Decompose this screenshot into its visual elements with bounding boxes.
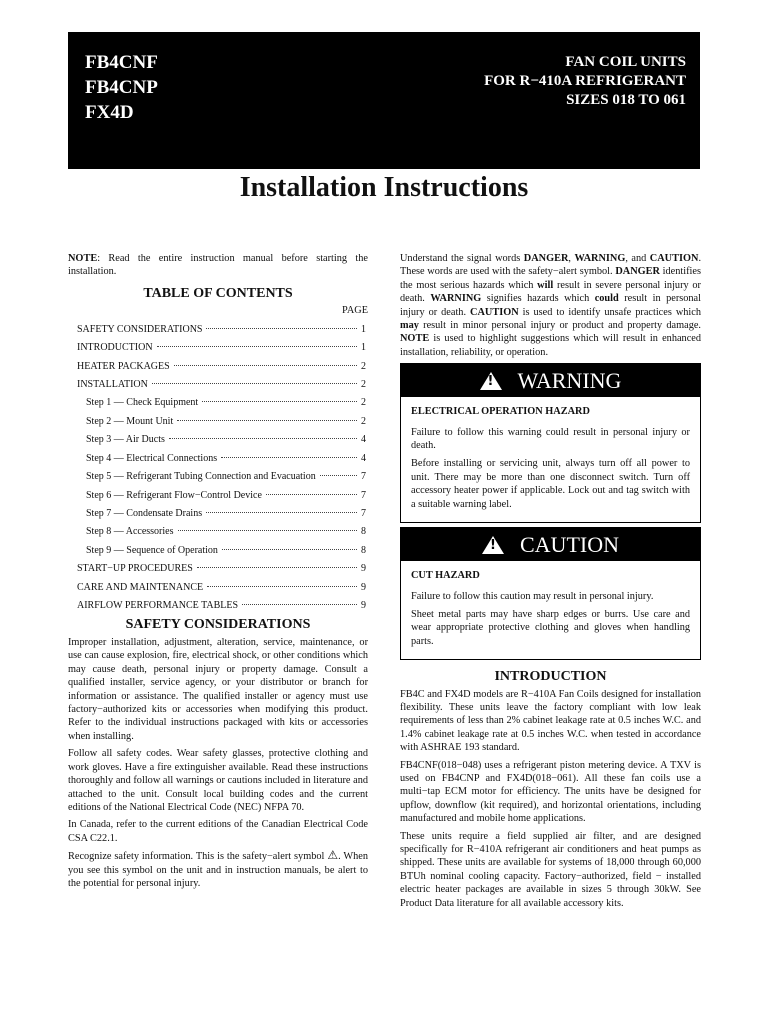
signal-words-paragraph: Understand the signal words DANGER, WARNING, and CAUTION. These words are used with the safety−alert symbol. DANGER identifies the most serious hazards which will result in severe personal injury or death. WARNING signifies hazards which could result in personal injury or death. CAUTION is used to identify unsafe practices which may result in minor personal injury or product and property damage. NOTE is used to highlight suggestions which will result in enhanced installation, reliability, or operation. (400, 253, 702, 358)
warning-text: Before installing or servicing unit, always turn off all power to unit. There may be more than one disconnect switch. Turn off accessory heater power if applicable. Lock out and tag switch with a suitable warning label. (411, 458, 690, 510)
warning-banner (401, 364, 700, 397)
safety-alert-symbol-icon: ⚠ (327, 848, 339, 863)
caution-banner (401, 528, 700, 561)
document-title: Installation Instructions (239, 172, 529, 203)
toc-heading: TABLE OF CONTENTS (143, 285, 293, 301)
product-line: FOR R−410A REFRIGERANT (484, 73, 686, 89)
toc-entry[interactable]: Step 9 — Sequence of Operation 8 (86, 544, 366, 556)
safety-paragraph: In Canada, refer to the current editions of the Canadian Electrical Code CSA C22.1. (68, 819, 368, 844)
warning-text: Failure to follow this warning could result in personal injury or death. (411, 426, 690, 452)
caution-triangle-icon: ! (482, 536, 504, 554)
note-text: : Read the entire instruction manual before starting the installation. (68, 253, 368, 278)
warning-banner-label: WARNING (517, 368, 622, 394)
safety-alert-paragraph: Recognize safety information. This is the safety−alert symbol ⚠. When you see this symbol on the unit and in instruction manuals, be alert to the potential for personal injury. (68, 848, 368, 889)
introduction-paragraph: These units require a field supplied air filter, and are designed specifically for R−410A refrigerant air conditioners and heat pumps as shipped. These units are available for systems of 18,000 through 60,000 BTUh nominal cooling capacity. Factory−authorized, field − installed electric heater packages are available in sizes 5 through 30kW. See Product Data literature for all available accessory kits. (400, 830, 701, 909)
left-column (68, 252, 368, 894)
toc-entry[interactable]: START−UP PROCEDURES 9 (77, 563, 366, 575)
right-column (400, 252, 701, 914)
caution-text: Failure to follow this caution may result in personal injury. (411, 590, 654, 602)
product-description (484, 53, 686, 110)
introduction-paragraph: FB4C and FX4D models are R−410A Fan Coils designed for installation flexibility. These units leave the factory compliant with low leak requirements of less than 2% cabinet leakage rate at 0.5 inches W.C. and 1.4% cabinet leakage rate at 0.5 inches W.C. when tested in accordance with ASHRAE 193 standard. (400, 688, 701, 754)
warning-triangle-icon: ! (480, 372, 502, 390)
model-list (85, 50, 158, 125)
toc-entry[interactable]: Step 4 — Electrical Connections 4 (86, 452, 366, 464)
warning-hazard-title: ELECTRICAL OPERATION HAZARD (411, 406, 590, 418)
toc-entry[interactable]: HEATER PACKAGES 2 (77, 360, 366, 372)
toc-entry[interactable]: Step 6 — Refrigerant Flow−Control Device 7 (86, 489, 366, 501)
product-line: FAN COIL UNITS (565, 54, 686, 70)
toc-entry[interactable]: INTRODUCTION 1 (77, 342, 366, 354)
model-name: FX4D (85, 102, 134, 123)
table-of-contents (68, 323, 368, 618)
safety-paragraph: Improper installation, adjustment, alteration, service, maintenance, or use can cause explosion, fire, electrical shock, or other conditions which may cause death, personal injury or property damage. Consult a qualified installer, service agency, or your distributor or branch for information or assistance. The qualified installer or agency must use factory−authorized kits or accessories when modifying this product. Refer to the individual instructions packaged with kits or accessories when installing. (68, 637, 368, 742)
caution-banner-label: CAUTION (520, 531, 619, 557)
product-line: SIZES 018 TO 061 (566, 92, 686, 108)
toc-entry[interactable]: SAFETY CONSIDERATIONS 1 (77, 323, 366, 335)
toc-entry[interactable]: Step 3 — Air Ducts 4 (86, 434, 366, 446)
toc-entry[interactable]: CARE AND MAINTENANCE 9 (77, 581, 366, 593)
toc-entry[interactable]: Step 8 — Accessories 8 (86, 526, 366, 538)
toc-entry[interactable]: Step 5 — Refrigerant Tubing Connection and Evacuation 7 (86, 471, 366, 483)
introduction-heading: INTRODUCTION (494, 669, 607, 685)
toc-entry[interactable]: Step 2 — Mount Unit 2 (86, 415, 366, 427)
note-label: NOTE (68, 253, 98, 264)
introduction-paragraph: FB4CNF(018−048) uses a refrigerant piston metering device. A TXV is used on FB4CNP and FX4D(018−061). All these fan coils use a multi−tap ECM motor for efficiency. The units have be designed for upflow, downflow (kit required), and horizontal orientations, including manufactured and mobile home applications. (400, 759, 701, 825)
toc-page-label: PAGE (342, 305, 368, 317)
toc-entry[interactable]: INSTALLATION 2 (77, 378, 366, 390)
model-name: FB4CNP (85, 77, 158, 98)
document-header (68, 32, 700, 169)
safety-paragraph: Follow all safety codes. Wear safety glasses, protective clothing and work gloves. Have a fire extinguisher available. Read these instructions thoroughly and follow all warnings or cautions included in literature and attached to the unit. Consult local building codes and the current editions of the National Electrical Code (NEC) NFPA 70. (68, 748, 368, 813)
note-paragraph (68, 252, 368, 279)
caution-hazard-title: CUT HAZARD (411, 570, 480, 582)
caution-text: Sheet metal parts may have sharp edges or burrs. Use care and wear appropriate protective clothing and gloves when handling parts. (411, 608, 690, 647)
warning-box (400, 363, 701, 523)
safety-heading: SAFETY CONSIDERATIONS (125, 616, 311, 632)
toc-entry[interactable]: Step 1 — Check Equipment 2 (86, 397, 366, 409)
model-name: FB4CNF (85, 52, 158, 73)
caution-box (400, 527, 701, 660)
toc-entry[interactable]: Step 7 — Condensate Drains 7 (86, 508, 366, 519)
toc-entry[interactable]: AIRFLOW PERFORMANCE TABLES 9 (77, 600, 366, 612)
